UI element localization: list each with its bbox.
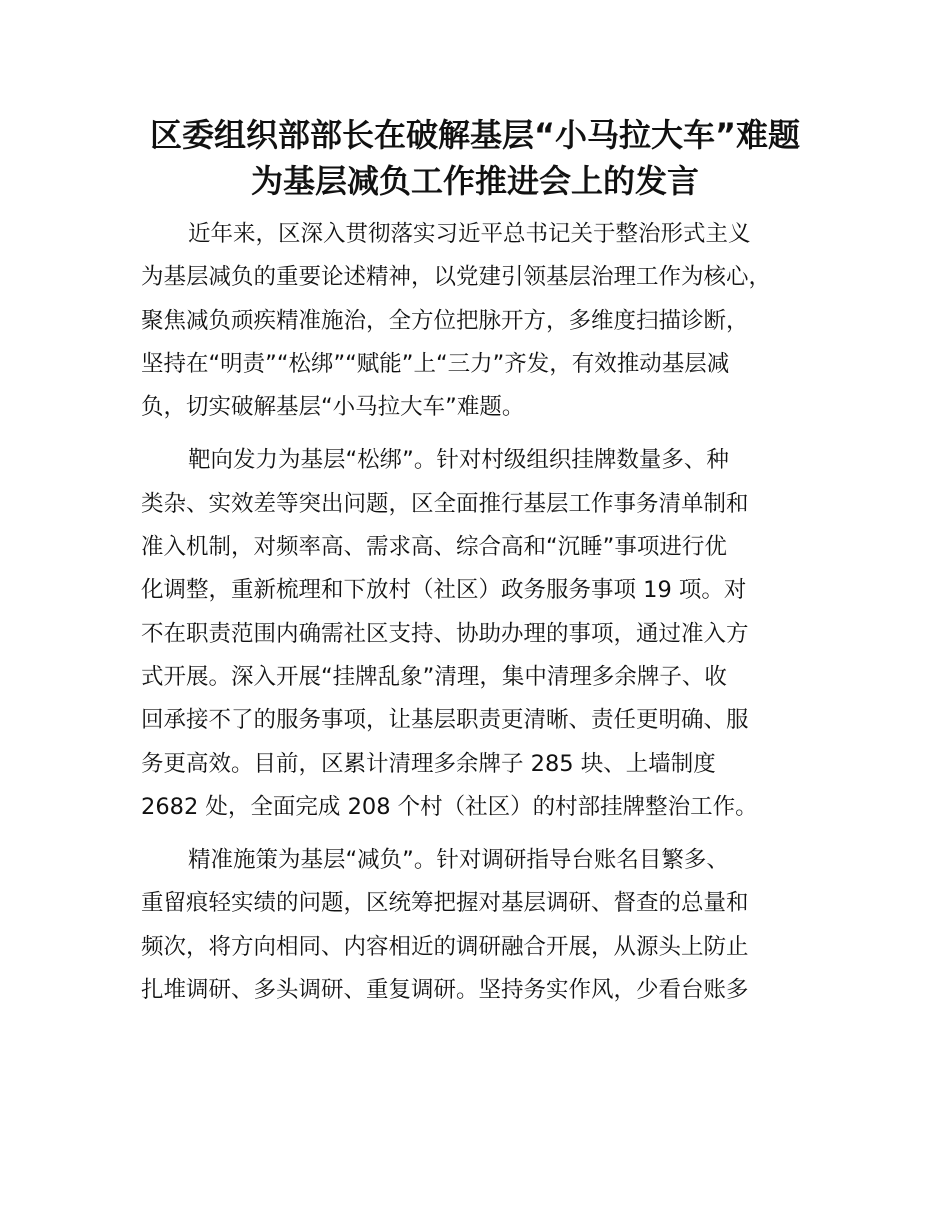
title-line-2: 为基层减负工作推进会上的发言	[250, 162, 699, 200]
text-line: 化调整，重新梳理和下放村（社区）政务服务事项 19 项。对	[141, 577, 747, 604]
text-line: 回承接不了的服务事项，让基层职责更清晰、责任更明确、服	[141, 707, 749, 734]
text-line: 靶向发力为基层“松绑”。针对村级组织挂牌数量多、种	[188, 447, 729, 474]
text-line: 2682 处，全面完成 208 个村（社区）的村部挂牌整治工作。	[141, 793, 758, 820]
text-line: 坚持在“明责”“松绑”“赋能”上“三力”齐发，有效推动基层减	[141, 350, 730, 377]
paragraph-songbang	[141, 439, 841, 829]
text-line: 负，切实破解基层“小马拉大车”难题。	[141, 394, 525, 421]
document-title	[0, 112, 950, 204]
text-line: 不在职责范围内确需社区支持、协助办理的事项，通过准入方	[141, 620, 749, 647]
text-line: 聚焦减负顽疾精准施治，全方位把脉开方，多维度扫描诊断，	[141, 307, 749, 334]
text-line: 频次，将方向相同、内容相近的调研融合开展，从源头上防止	[141, 933, 749, 960]
text-line: 准入机制，对频率高、需求高、综合高和“沉睡”事项进行优	[141, 534, 727, 561]
text-line: 式开展。深入开展“挂牌乱象”清理，集中清理多余牌子、收	[141, 663, 727, 690]
text-line: 务更高效。目前，区累计清理多余牌子 285 块、上墙制度	[141, 750, 716, 777]
text-line: 精准施策为基层“减负”。针对调研指导台账名目繁多、	[188, 847, 729, 874]
title-line-1: 区委组织部部长在破解基层“小马拉大车”难题	[149, 116, 801, 154]
text-line: 类杂、实效差等突出问题，区全面推行基层工作事务清单制和	[141, 490, 749, 517]
paragraph-intro	[141, 213, 841, 429]
document-body	[141, 213, 841, 1022]
text-line: 扎堆调研、多头调研、重复调研。坚持务实作风，少看台账多	[141, 977, 749, 1004]
text-line: 为基层减负的重要论述精神，以党建引领基层治理工作为核心，	[141, 264, 772, 291]
text-line: 重留痕轻实绩的问题，区统筹把握对基层调研、督查的总量和	[141, 890, 749, 917]
text-line: 近年来，区深入贯彻落实习近平总书记关于整治形式主义	[188, 221, 751, 247]
paragraph-jianfu	[141, 839, 841, 1012]
